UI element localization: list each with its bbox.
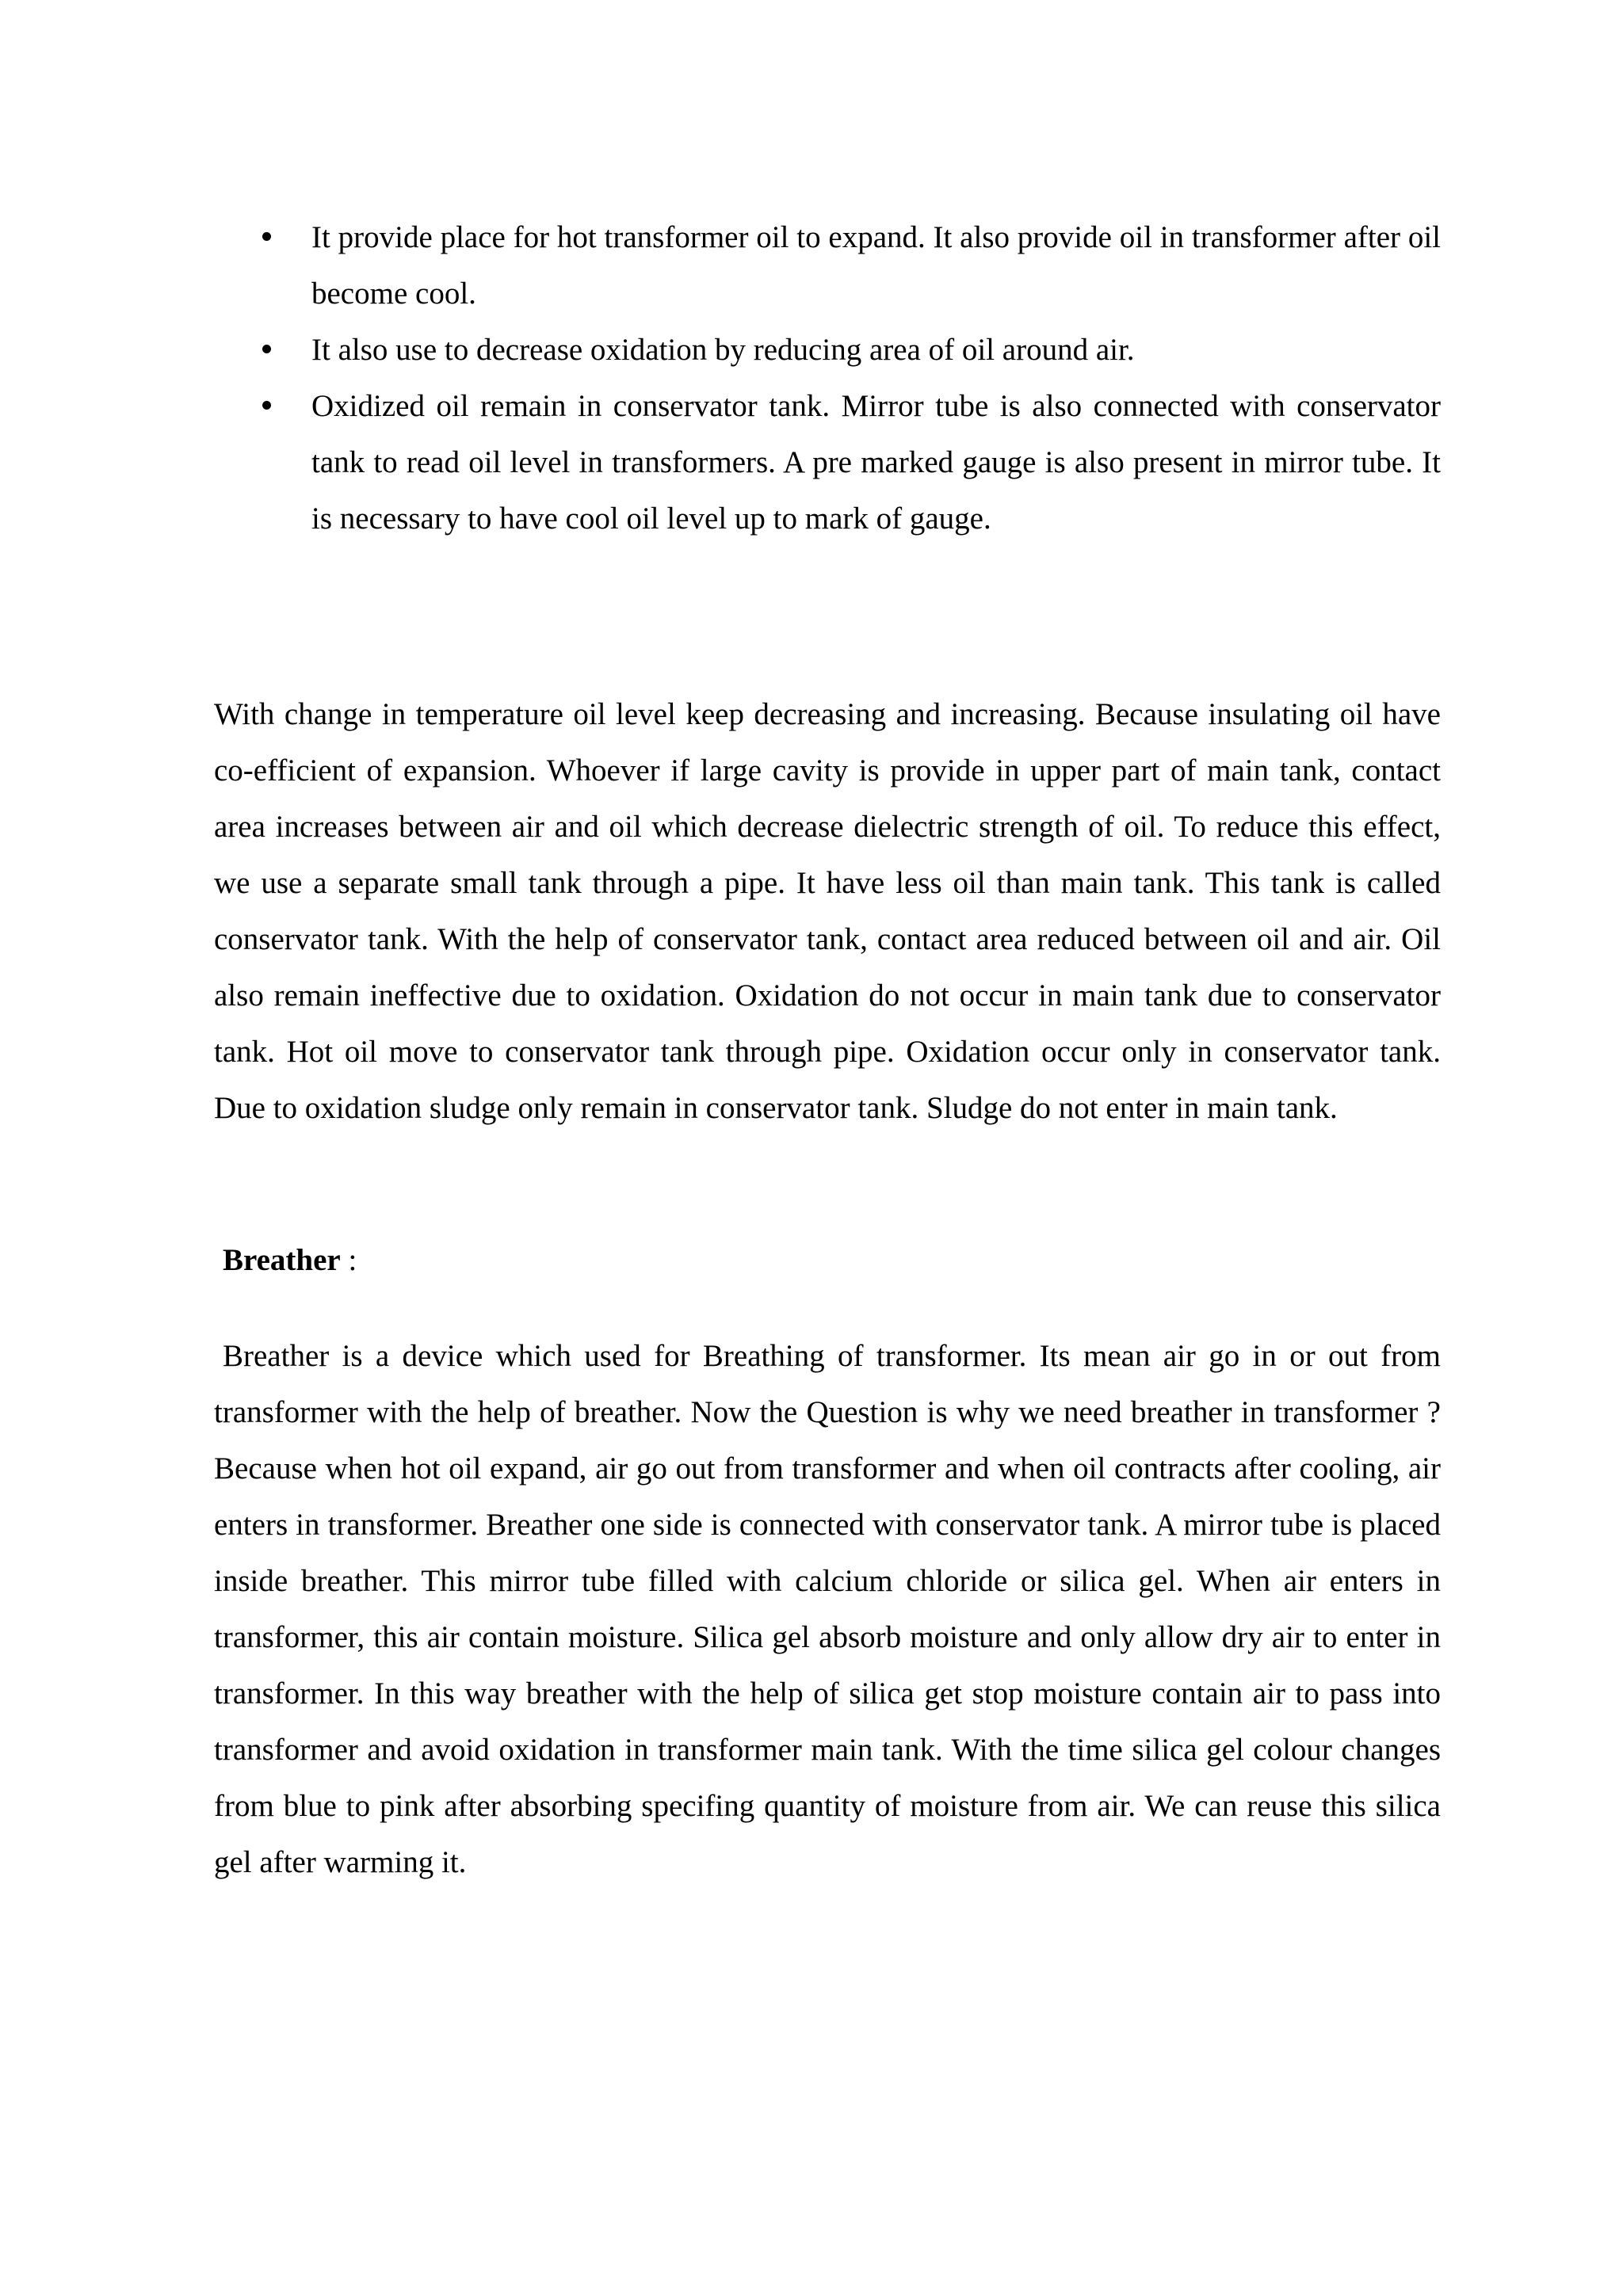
- bullet-icon: [262, 232, 271, 241]
- list-item-text: Oxidized oil remain in conservator tank. Mirror tube is also connected with conservator tank to read oil level in transformers. A pre marked gauge is also present in mirror tube. It is necessary to have cool oil level up to mark of gauge.: [311, 389, 1441, 536]
- list-item: [212, 322, 1441, 378]
- bullet-icon: [262, 345, 271, 353]
- bullet-list: [212, 209, 1441, 547]
- list-item: [212, 209, 1441, 322]
- conservator-paragraph: With change in temperature oil level keep decreasing and increasing. Because insulating oil have co-efficient of expansion. Whoever if large cavity is provide in upper part of main tank, contact area increases between air and oil which decrease dielectric strength of oil. To reduce this effect, we use a separate small tank through a pipe. It have less oil than main tank. This tank is called conservator tank. With the help of conservator tank, contact area reduced between oil and air. Oil also remain ineffective due to oxidation. Oxidation do not occur in main tank due to conservator tank. Hot oil move to conservator tank through pipe. Oxidation occur only in conservator tank. Due to oxidation sludge only remain in conservator tank. Sludge do not enter in main tank.: [214, 697, 1441, 1125]
- bullet-icon: [262, 401, 271, 410]
- list-item-text: It provide place for hot transformer oil to expand. It also provide oil in transformer after oil become cool.: [311, 220, 1441, 311]
- section-heading-label: Breather: [223, 1243, 341, 1277]
- list-item-text: It also use to decrease oxidation by reducing area of oil around air.: [311, 333, 1135, 367]
- breather-paragraph: Breather is a device which used for Breathing of transformer. Its mean air go in or out from transformer with the help of breather. Now the Question is why we need breather in transformer ? Because when hot oil expand, air go out from transformer and when oil contracts after cooling, air enters in transformer. Breather one side is connected with conservator tank. A mirror tube is placed inside breather. This mirror tube filled with calcium chloride or silica gel. When air enters in transformer, this air contain moisture. Silica gel absorb moisture and only allow dry air to enter in transformer. In this way breather with the help of silica get stop moisture contain air to pass into transformer and avoid oxidation in transformer main tank. With the time silica gel colour changes from blue to pink after absorbing specifing quantity of moisture from air. We can reuse this silica gel after warming it.: [214, 1339, 1441, 1879]
- section-heading: [223, 1232, 357, 1288]
- section-heading-suffix: :: [340, 1243, 357, 1277]
- list-item: [212, 378, 1441, 547]
